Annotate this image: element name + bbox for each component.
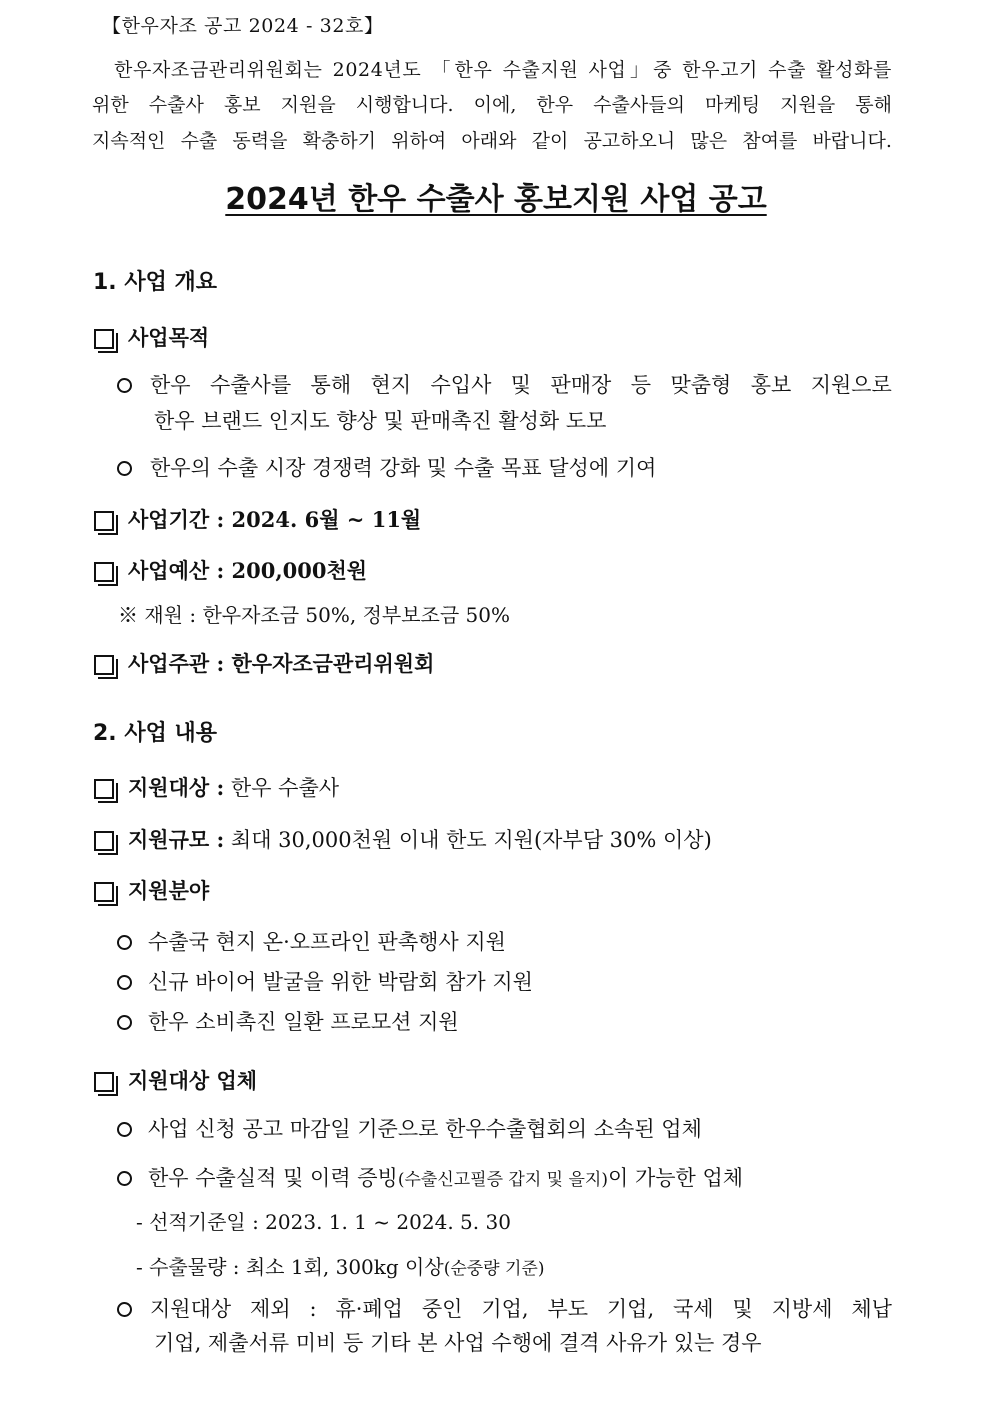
word: 바랍니다.	[812, 130, 892, 152]
checkbox-square-icon	[94, 511, 114, 531]
purpose-item-1b: 한우 브랜드 인지도 향상 및 판매촉진 활성화 도모	[154, 409, 607, 433]
word: 부도	[547, 1297, 589, 1321]
word: 수출사	[148, 94, 204, 116]
circle-bullet-icon	[117, 461, 132, 476]
field-label: 지원분야	[128, 878, 210, 903]
word: 수출	[180, 130, 218, 152]
word: 맞춤형	[670, 373, 732, 397]
word: :	[309, 1297, 317, 1321]
field-item: 수출국 현지 온·오프라인 판촉행사 지원	[148, 930, 506, 954]
checkbox-square-icon	[94, 779, 114, 799]
word: 현지	[370, 373, 412, 397]
word: 홍보	[223, 94, 261, 116]
host-line: 사업주관 : 한우자조금관리위원회	[128, 651, 435, 676]
exclusion-line-a	[150, 1295, 892, 1323]
circle-bullet-icon	[117, 935, 132, 950]
word: 많은	[690, 130, 728, 152]
word: 같이	[531, 130, 569, 152]
word: 수출사들의	[593, 94, 685, 116]
intro-line-1: 한우자조금관리위원회는 2024년도 「한우 수출지원 사업」중 한우고기 수출 활성화를	[114, 59, 892, 81]
purpose-item-2: 한우의 수출 시장 경쟁력 강화 및 수출 목표 달성에 기여	[150, 456, 657, 480]
circle-bullet-icon	[117, 1015, 132, 1030]
word: 확충하기	[302, 130, 377, 152]
word: 한우	[536, 94, 574, 116]
checkbox-square-icon	[94, 562, 114, 582]
circle-bullet-icon	[117, 378, 132, 393]
section-1-heading: 1. 사업 개요	[93, 270, 217, 295]
word: 지원대상	[150, 1297, 232, 1321]
word: 체납	[851, 1297, 892, 1321]
budget-line: 사업예산 : 200,000천원	[128, 558, 368, 583]
criteria-export-volume: - 수출물량 : 최소 1회, 300kg 이상(순중량 기준)	[136, 1255, 545, 1279]
word: 위한	[92, 94, 129, 116]
target-line: 지원대상 : 한우 수출사	[128, 775, 340, 800]
scale-line: 지원규모 : 최대 30,000천원 이내 한도 지원(자부담 30% 이상)	[128, 827, 712, 852]
word: 마케팅	[705, 94, 761, 116]
company-label: 지원대상 업체	[128, 1068, 258, 1093]
word: 기업,	[481, 1297, 529, 1321]
checkbox-square-icon	[94, 882, 114, 902]
word: 및	[732, 1297, 753, 1321]
field-item: 신규 바이어 발굴을 위한 박람회 참가 지원	[148, 970, 533, 994]
word: 지원으로	[810, 373, 892, 397]
word: 국세	[673, 1297, 714, 1321]
checkbox-square-icon	[94, 329, 114, 349]
word: 수출사를	[209, 373, 292, 397]
word: 및	[510, 373, 532, 397]
purpose-label: 사업목적	[128, 325, 210, 350]
word: 이에,	[473, 94, 517, 116]
word: 기업,	[606, 1297, 655, 1321]
circle-bullet-icon	[117, 975, 132, 990]
intro-line-3	[92, 127, 892, 155]
word: 통해	[310, 373, 352, 397]
word: 판매장	[550, 373, 612, 397]
company-item-1: 사업 신청 공고 마감일 기준으로 한우수출협회의 소속된 업체	[148, 1117, 702, 1141]
checkbox-square-icon	[94, 1072, 114, 1092]
page-title: 2024년 한우 수출사 홍보지원 사업 공고	[225, 182, 767, 217]
criteria-shipping-date: - 선적기준일 : 2023. 1. 1 ~ 2024. 5. 30	[136, 1210, 511, 1234]
word: 지원을	[780, 94, 836, 116]
word: 등	[630, 373, 652, 397]
period-line: 사업기간 : 2024. 6월 ~ 11월	[128, 507, 422, 532]
word: 통해	[855, 94, 892, 116]
word: 수입사	[430, 373, 492, 397]
word: 한우	[150, 373, 191, 397]
intro-line-2	[92, 91, 892, 119]
checkbox-square-icon	[94, 831, 114, 851]
word: 홍보	[750, 373, 792, 397]
word: 시행합니다.	[355, 94, 454, 116]
checkbox-square-icon	[94, 655, 114, 675]
word: 위하여	[391, 130, 447, 152]
word: 아래와	[461, 130, 517, 152]
circle-bullet-icon	[117, 1302, 132, 1317]
word: 참여를	[742, 130, 798, 152]
purpose-item-1a	[150, 371, 892, 399]
word: 지방세	[771, 1297, 833, 1321]
word: 지속적인	[92, 130, 166, 152]
word: 중인	[421, 1297, 463, 1321]
word: 휴·폐업	[335, 1297, 403, 1321]
word: 지원을	[280, 94, 336, 116]
budget-note: ※ 재원 : 한우자조금 50%, 정부보조금 50%	[118, 603, 510, 627]
word: 제외	[250, 1297, 291, 1321]
word: 공고하오니	[583, 130, 676, 152]
field-item: 한우 소비촉진 일환 프로모션 지원	[148, 1010, 459, 1034]
section-2-heading: 2. 사업 내용	[93, 721, 217, 746]
word: 동력을	[232, 130, 288, 152]
company-item-2: 한우 수출실적 및 이력 증빙(수출신고필증 갑지 및 을지)이 가능한 업체	[148, 1166, 744, 1190]
circle-bullet-icon	[117, 1171, 132, 1186]
exclusion-line-b: 기업, 제출서류 미비 등 기타 본 사업 수행에 결격 사유가 있는 경우	[154, 1331, 762, 1355]
notice-number: 【한우자조 공고 2024 - 32호】	[102, 15, 384, 37]
circle-bullet-icon	[117, 1122, 132, 1137]
